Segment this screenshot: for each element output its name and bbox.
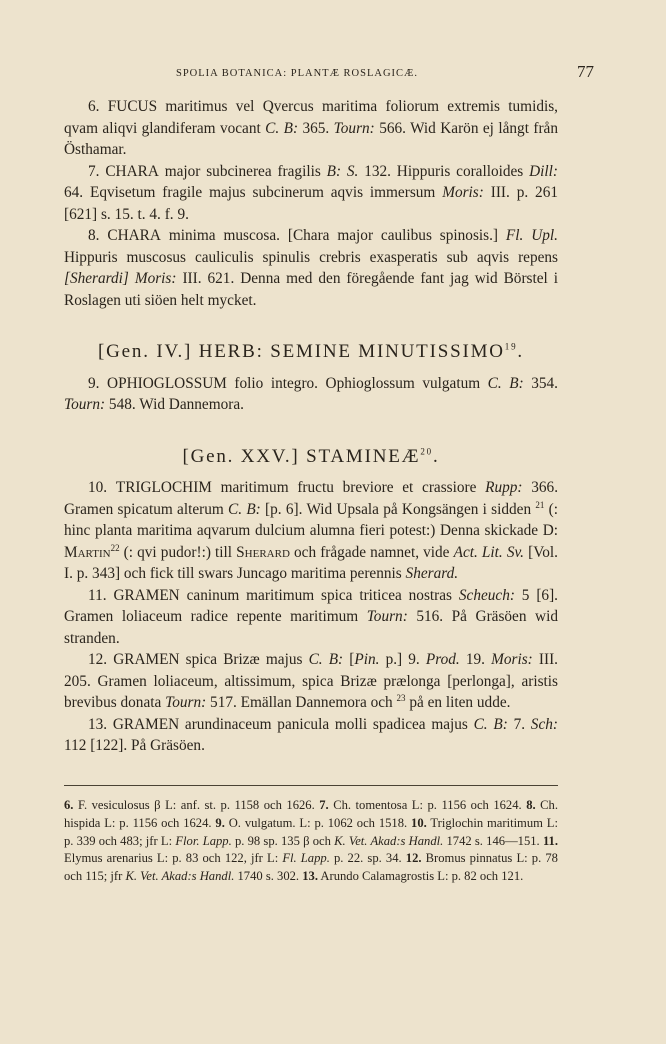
entry-7: 7. CHARA major subcinerea fragilis B: S. 132. Hippuris coralloides Dill: 64. Eqvisetum fragile majus subcinerum aqvis immersum Moris: III. p. 261 [621] s. 15. t. 4. f. 9.	[64, 162, 559, 223]
footnote-divider	[64, 785, 558, 786]
running-head: SPOLIA BOTANICA: PLANTÆ ROSLAGICÆ.	[176, 68, 419, 79]
entry-12: 12. GRAMEN spica Brizæ majus C. B: [Pin. p.] 9. Prod. 19. Moris: III. 205. Gramen loliaceum, altissimum, spica Brizæ prælonga [perlonga], aristis brevibus donata Tourn: 517. Emällan Dannemora och $^{23}$ på en liten udde.	[64, 651, 558, 711]
entry-11: 11. GRAMEN caninum maritimum spica triticea nostras Scheuch: 5 [6]. Gramen loliaceum radice repente maritimum Tourn: 516. På Gräsöen wid stranden.	[64, 586, 558, 647]
page-number: 77	[577, 62, 594, 81]
entry-6: 6. FUCUS maritimus vel Qvercus maritima foliorum extremis tumidis, qvam aliqvi glandiferam vocant C. B: 365. Tourn: 566. Wid Karön ej långt från Östhamar.	[64, 98, 558, 158]
entry-10: 10. TRIGLOCHIM maritimum fructu breviore et crassiore Rupp: 366. Gramen spicatum alterum C. B: [p. 6]. Wid Upsala på Kongsängen i sidden $^{21}$ (: hinc planta maritima aqvarum dulcium alumna fieri potest:) Denna skickade D: Martin$^{22}$ (: qvi pudor!:) till Sherard och frågade namnet, vide Act. Lit. Sv. [Vol. I. p. 343] och fick till swars Juncago maritima perennis Sherard.	[64, 479, 559, 582]
entry-13: 13. GRAMEN arundinaceum panicula molli spadicea majus C. B: 7. Sch: 112 [122]. På Gräsöen.	[64, 715, 558, 754]
main-text	[64, 96, 558, 757]
section-heading-gen-iv: [Gen. IV.] HERB: SEMINE MINUTISSIMO$^{19}$.	[98, 341, 524, 362]
entry-9: 9. OPHIOGLOSSUM folio integro. Ophioglossum vulgatum C. B: 354. Tourn: 548. Wid Dannemora.	[64, 374, 558, 413]
entry-8: 8. CHARA minima muscosa. [Chara major caulibus spinosis.] Fl. Upl. Hippuris muscosus cauliculis spinulis crebris exasperatis sub aqvis repens [Sherardi] Moris: III. 621. Denna med den föregående fant jag wid Börstel i Roslagen uti siöen helt mycket.	[64, 227, 559, 309]
section-heading-gen-xxv: [Gen. XXV.] STAMINEÆ$^{20}$.	[182, 445, 440, 467]
footnote-block: 6. F. vesiculosus β L: anf. st. p. 1158 och 1626. 7. Ch. tomentosa L: p. 1156 och 1624. 8. Ch. hispida L: p. 1156 och 1624. 9. O. vulgatum. L: p. 1062 och 1518. 10. Triglochin maritimum L: p. 339 och 483; jfr L: Flor. Lapp. p. 98 sp. 135 β och K. Vet. Akad:s Handl. 1742 s. 146—151. 11. Elymus arenarius L: p. 83 och 122, jfr L: Fl. Lapp. p. 22. sp. 34. 12. Bromus pinnatus L: p. 78 och 115; jfr K. Vet. Akad:s Handl. 1740 s. 302. 13. Arundo Calamagrostis L: p. 82 och 121.	[64, 798, 558, 884]
footnotes	[64, 797, 558, 886]
page-header	[64, 62, 602, 86]
